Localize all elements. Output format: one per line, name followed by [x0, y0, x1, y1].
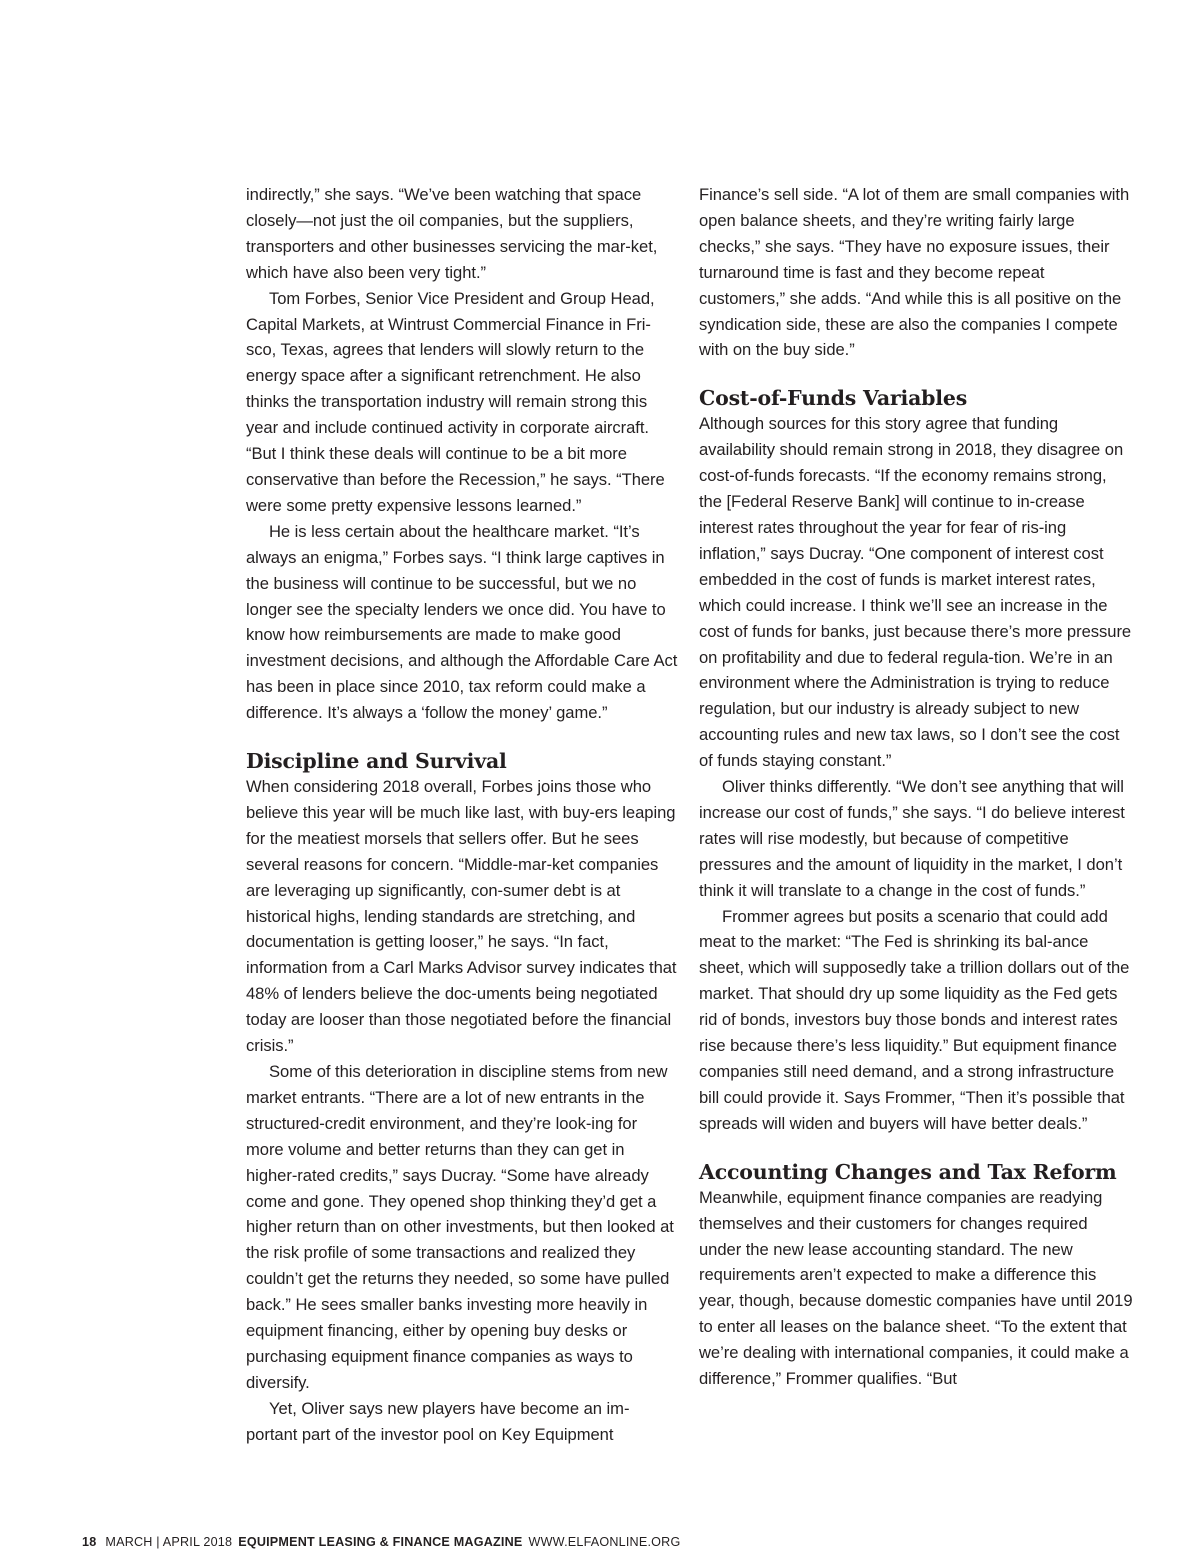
left-column: [246, 182, 678, 1448]
right-paragraph-3: Oliver thinks differently. “We don’t see anything that will increase our cost of funds,” she says. “I do believe interest rates will rise modestly, but because of competitive pressures and the amount of liquidity in the market, I don’t think it will translate to a change in the cost of funds.”: [699, 777, 1125, 900]
right-column: [699, 182, 1133, 1392]
left-paragraph-5: Some of this deterioration in discipline stems from new market entrants. “There are a lot of new entrants in the structured-credit environment, and they’re look-ing for more volume and better returns than they can get in higher-rated credits,” says Ducray. “Some have already come and gone. They opened shop thinking they’d get a higher return than on other investments, but then looked at the risk profile of some transactions and realized they couldn’t get the returns they needed, so some have pulled back.” He sees smaller banks investing more heavily in equipment financing, either by opening buy desks or purchasing equipment finance companies as ways to diversify.: [246, 1062, 674, 1392]
right-paragraph-1: Finance’s sell side. “A lot of them are small companies with open balance sheets, and they’re writing fairly large checks,” she says. “They have no exposure issues, their turnaround time is fast and they become repeat customers,” she adds. “And while this is all positive on the syndication side, these are also the companies I compete with on the buy side.”: [699, 185, 1130, 360]
left-paragraph-6: Yet, Oliver says new players have become an im-portant part of the investor pool on Key Equipment: [246, 1398, 630, 1444]
right-paragraph-2: Although sources for this story agree that funding availability should remain strong in 2018, they disagree on cost-of-funds forecasts. “If the economy remains strong, the [Federal Reserve Bank] will continue to in-crease interest rates throughout the year for fear of ris-ing inflation,” says Ducray. “One component of interest cost embedded in the cost of funds is market interest rates, which could increase. I think we’ll see an increase in the cost of funds for banks, just because there’s more pressure on profitability and due to federal regula-tion. We’re in an environment where the Administration is trying to reduce regulation, but our industry is already subject to new accounting rules and new tax laws, so I don’t see the cost of funds staying constant.”: [699, 414, 1132, 771]
section-heading-discipline: Discipline and Survival: [246, 749, 507, 774]
issue-date: MARCH | APRIL 2018: [105, 1535, 233, 1549]
page-number: 18: [82, 1535, 97, 1549]
right-paragraph-5: Meanwhile, equipment finance companies are readying themselves and their customers for changes required under the new lease accounting standard. The new requirements aren’t expected to make a difference this year, though, because domestic companies have until 2019 to enter all leases on the balance sheet. “To the extent that we’re dealing with international companies, it could make a difference,” Frommer qualifies. “But: [699, 1187, 1133, 1389]
magazine-name: EQUIPMENT LEASING & FINANCE MAGAZINE: [238, 1535, 523, 1549]
left-paragraph-1: indirectly,” she says. “We’ve been watching that space closely—not just the oil companies, but the suppliers, transporters and other businesses servicing the mar-ket, which have also been very tight.”: [246, 185, 658, 282]
left-paragraph-3: He is less certain about the healthcare market. “It’s always an enigma,” Forbes says. “I think large captives in the business will continue to be successful, but we no longer see the specialty lenders we once did. You have to know how reimbursements are made to make good investment decisions, and although the Affordable Care Act has been in place since 2010, tax reform could make a difference. It’s always a ‘follow the money’ game.”: [246, 521, 678, 723]
section-heading-accounting: Accounting Changes and Tax Reform: [699, 1159, 1117, 1184]
page-footer: [82, 1534, 680, 1550]
left-paragraph-4: When considering 2018 overall, Forbes joins those who believe this year will be much like last, with buy-ers leaping for the meatiest morsels that sellers offer. But he sees several reasons for concern. “Middle-mar-ket companies are leveraging up significantly, con-sumer debt is at historical highs, lending standards are stretching, and documentation is getting looser,” he says. “In fact, information from a Carl Marks Advisor survey indicates that 48% of lenders believe the doc-uments being negotiated today are looser than those negotiated before the financial crisis.”: [246, 777, 677, 1056]
left-paragraph-2: Tom Forbes, Senior Vice President and Group Head, Capital Markets, at Wintrust Commercial Finance in Fri-sco, Texas, agrees that lenders will slowly return to the energy space after a significant retrenchment. He also thinks the transportation industry will remain strong this year and include continued activity in corporate aircraft. “But I think these deals will continue to be a bit more conservative than before the Recession,” he says. “There were some pretty expensive lessons learned.”: [246, 288, 665, 515]
section-heading-cost-of-funds: Cost-of-Funds Variables: [699, 386, 968, 411]
website-link[interactable]: WWW.ELFAONLINE.ORG: [528, 1535, 681, 1549]
right-paragraph-4: Frommer agrees but posits a scenario that could add meat to the market: “The Fed is shrinking its bal-ance sheet, which will supposedly take a trillion dollars out of the market. That should dry up some liquidity as the Fed gets rid of bonds, investors buy those bonds and interest rates rise because there’s less liquidity.” But equipment finance companies still need demand, and a strong infrastructure bill could provide it. Says Frommer, “Then it’s possible that spreads will widen and buyers will have better deals.”: [699, 906, 1130, 1133]
